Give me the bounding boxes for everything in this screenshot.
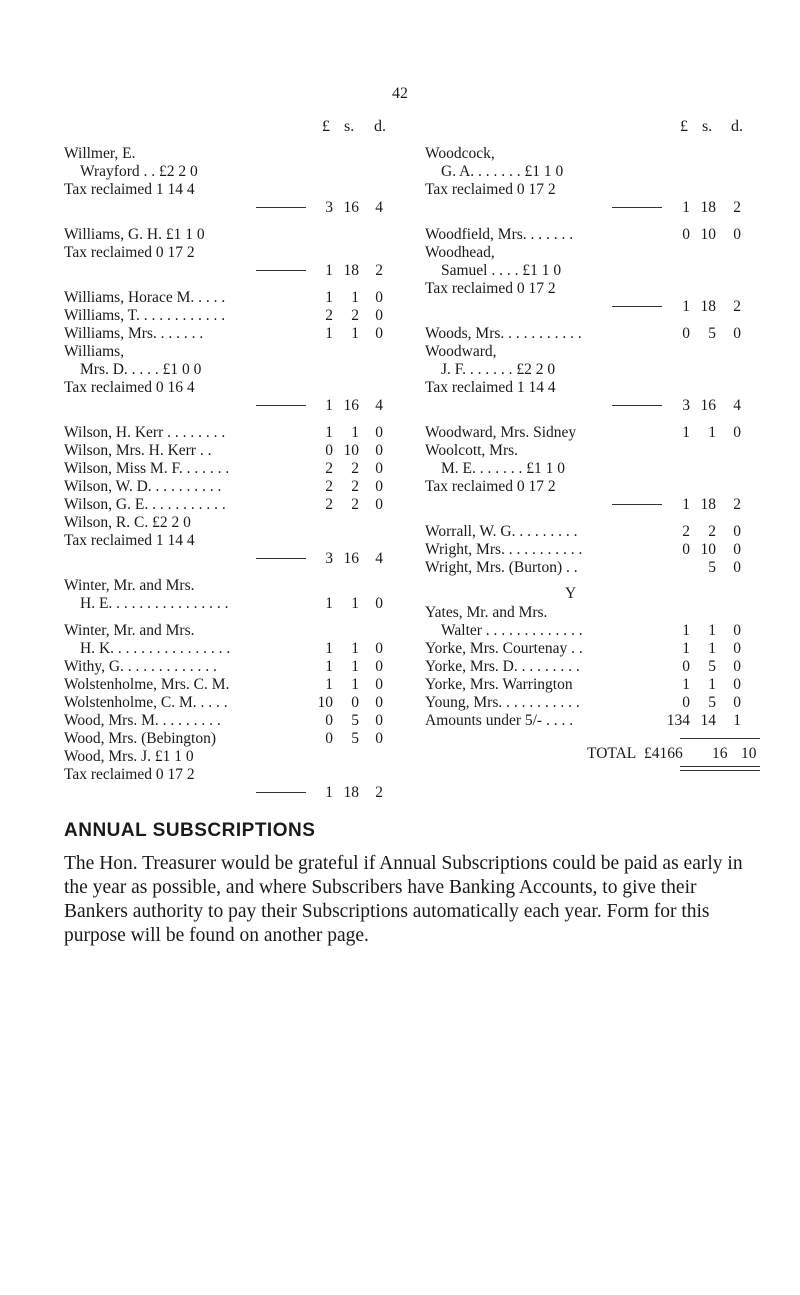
left_amounts-amount-pence: 0 — [375, 442, 383, 459]
right_amounts-amount-pounds: 1 — [682, 424, 690, 441]
left_amounts-amount-pounds: 1 — [325, 640, 333, 657]
right_amounts-amount-pounds: 0 — [682, 325, 690, 342]
left-entry: Williams, G. H. £1 1 0 — [64, 226, 205, 243]
right-entry: Tax reclaimed 0 17 2 — [425, 478, 556, 495]
right_amounts-amount-pounds: 1 — [682, 676, 690, 693]
right_amounts-amount-pounds: 3 — [682, 397, 690, 414]
page-number: 42 — [392, 85, 408, 102]
total-pence: 10 — [741, 745, 757, 762]
left-entry: Wood, Mrs. (Bebington) — [64, 730, 217, 747]
left_amounts-amount-shillings: 2 — [351, 478, 359, 495]
section-letter-y: Y — [565, 585, 577, 602]
right_amounts-amount-pence: 0 — [733, 640, 741, 657]
right-entry: Amounts under 5/- . . . . — [425, 712, 574, 729]
right_amounts-amount-pounds: 0 — [682, 658, 690, 675]
total-double-rule — [680, 766, 760, 771]
subtotal-rule — [612, 306, 662, 307]
right_amounts-amount-shillings: 18 — [700, 496, 716, 513]
right_amounts-amount-pence: 0 — [733, 226, 741, 243]
right_amounts-amount-shillings: 5 — [708, 325, 716, 342]
left_amounts-amount-shillings: 16 — [343, 199, 359, 216]
right_amounts-amount-pounds: 1 — [682, 496, 690, 513]
left-entry: Wilson, Miss M. F. . . . . . . — [64, 460, 230, 477]
right_amounts-amount-shillings: 1 — [708, 424, 716, 441]
right-entry: Woods, Mrs. . . . . . . . . . . — [425, 325, 582, 342]
left_amounts-amount-pounds: 1 — [325, 325, 333, 342]
left_amounts-amount-shillings: 18 — [343, 784, 359, 801]
right_amounts-amount-pounds: 1 — [682, 199, 690, 216]
left-shilling-header: s. — [344, 118, 355, 135]
right_amounts-amount-shillings: 1 — [708, 622, 716, 639]
left-entry: Wolstenholme, Mrs. C. M. — [64, 676, 230, 693]
annual-subscriptions-heading: ANNUAL SUBSCRIPTIONS — [64, 820, 316, 841]
left_amounts-amount-pounds: 1 — [325, 424, 333, 441]
right_amounts-amount-shillings: 1 — [708, 640, 716, 657]
left_amounts-amount-pence: 2 — [375, 784, 383, 801]
left_amounts-amount-pence: 0 — [375, 694, 383, 711]
right_amounts-amount-pence: 2 — [733, 298, 741, 315]
left_amounts-amount-pounds: 2 — [325, 307, 333, 324]
left_amounts-amount-shillings: 1 — [351, 595, 359, 612]
right-entry: Walter . . . . . . . . . . . . . — [441, 622, 583, 639]
left_amounts-amount-pence: 4 — [375, 397, 383, 414]
left-entry: Wood, Mrs. J. £1 1 0 — [64, 748, 194, 765]
right_amounts-amount-pence: 0 — [733, 424, 741, 441]
right-entry: Yorke, Mrs. Warrington — [425, 676, 573, 693]
right_amounts-amount-pounds: 0 — [682, 541, 690, 558]
right_amounts-amount-pounds: 1 — [682, 298, 690, 315]
left-entry: Wilson, Mrs. H. Kerr . . — [64, 442, 212, 459]
right_amounts-amount-shillings: 18 — [700, 298, 716, 315]
left_amounts-amount-pence: 0 — [375, 460, 383, 477]
total-pounds: £4166 — [644, 745, 683, 762]
left-entry: Wrayford . . £2 2 0 — [80, 163, 198, 180]
left_amounts-amount-pounds: 0 — [325, 730, 333, 747]
left_amounts-amount-shillings: 2 — [351, 496, 359, 513]
left_amounts-amount-pounds: 1 — [325, 676, 333, 693]
subtotal-rule — [612, 504, 662, 505]
left_amounts-amount-pounds: 0 — [325, 442, 333, 459]
left_amounts-amount-shillings: 1 — [351, 676, 359, 693]
right-entry: Wright, Mrs. . . . . . . . . . . — [425, 541, 583, 558]
right-entry: Woolcott, Mrs. — [425, 442, 519, 459]
left_amounts-amount-pounds: 1 — [325, 262, 333, 279]
left_amounts-amount-pence: 0 — [375, 424, 383, 441]
left-entry: H. E. . . . . . . . . . . . . . . . — [80, 595, 229, 612]
right_amounts-amount-shillings: 18 — [700, 199, 716, 216]
right-entry: Woodward, Mrs. Sidney — [425, 424, 577, 441]
right-entry: Yorke, Mrs. Courtenay . . — [425, 640, 583, 657]
right-entry: Yates, Mr. and Mrs. — [425, 604, 548, 621]
right-shilling-header: s. — [702, 118, 713, 135]
right_amounts-amount-pounds: 134 — [666, 712, 690, 729]
right-pence-header: d. — [731, 118, 743, 135]
left_amounts-amount-shillings: 10 — [343, 442, 359, 459]
left-entry: Williams, T. . . . . . . . . . . . — [64, 307, 226, 324]
right-entry: Tax reclaimed 1 14 4 — [425, 379, 556, 396]
left_amounts-amount-pounds: 1 — [325, 289, 333, 306]
left_amounts-amount-pence: 4 — [375, 550, 383, 567]
right_amounts-amount-pence: 2 — [733, 496, 741, 513]
left-entry: Willmer, E. — [64, 145, 136, 162]
right-entry: Tax reclaimed 0 17 2 — [425, 181, 556, 198]
left_amounts-amount-pounds: 2 — [325, 478, 333, 495]
left_amounts-amount-shillings: 1 — [351, 325, 359, 342]
right_amounts-amount-shillings: 16 — [700, 397, 716, 414]
left_amounts-amount-pence: 2 — [375, 262, 383, 279]
right_amounts-amount-pence: 0 — [733, 676, 741, 693]
left-entry: Tax reclaimed 0 16 4 — [64, 379, 195, 396]
left-pence-header: d. — [374, 118, 386, 135]
left_amounts-amount-pence: 0 — [375, 307, 383, 324]
right-pound-header: £ — [680, 118, 688, 135]
right-entry: Woodfield, Mrs. . . . . . . — [425, 226, 574, 243]
right-entry: Yorke, Mrs. D. . . . . . . . . — [425, 658, 580, 675]
right_amounts-amount-pence: 0 — [733, 694, 741, 711]
subscriptions-paragraph: The Hon. Treasurer would be grateful if Annual Subscriptions could be paid as early in the year as possible, and where Subscribers have Banking Accounts, to give their Bankers authority to pay their Subscriptions automatically each year. Form for this purpose will be found on another page. — [64, 853, 743, 946]
right_amounts-amount-pence: 0 — [733, 658, 741, 675]
left_amounts-amount-pounds: 3 — [325, 199, 333, 216]
left-entry: Williams, Mrs. . . . . . . — [64, 325, 204, 342]
subtotal-rule — [612, 405, 662, 406]
right_amounts-amount-shillings: 10 — [700, 226, 716, 243]
left_amounts-amount-shillings: 16 — [343, 550, 359, 567]
total-shillings: 16 — [712, 745, 728, 762]
right_amounts-amount-pounds: 0 — [682, 694, 690, 711]
left-pound-header: £ — [322, 118, 330, 135]
right-entry: G. A. . . . . . . £1 1 0 — [441, 163, 564, 180]
right_amounts-amount-shillings: 5 — [708, 559, 716, 576]
right_amounts-amount-pounds: 0 — [682, 226, 690, 243]
left_amounts-amount-shillings: 1 — [351, 640, 359, 657]
left_amounts-amount-shillings: 0 — [351, 694, 359, 711]
right_amounts-amount-pence: 2 — [733, 199, 741, 216]
left-entry: Tax reclaimed 0 17 2 — [64, 244, 195, 261]
right_amounts-amount-pence: 1 — [733, 712, 741, 729]
left-entry: Mrs. D. . . . . £1 0 0 — [80, 361, 202, 378]
right-entry: Tax reclaimed 0 17 2 — [425, 280, 556, 297]
right_amounts-amount-pence: 0 — [733, 622, 741, 639]
right_amounts-amount-pounds: 2 — [682, 523, 690, 540]
left_amounts-amount-pence: 0 — [375, 730, 383, 747]
left_amounts-amount-pounds: 1 — [325, 397, 333, 414]
left_amounts-amount-shillings: 16 — [343, 397, 359, 414]
left-entry: Williams, Horace M. . . . . — [64, 289, 226, 306]
right_amounts-amount-shillings: 14 — [700, 712, 716, 729]
right-entry: Samuel . . . . £1 1 0 — [441, 262, 562, 279]
left-entry: Wilson, G. E. . . . . . . . . . . — [64, 496, 226, 513]
right_amounts-amount-pence: 0 — [733, 325, 741, 342]
left_amounts-amount-pence: 0 — [375, 676, 383, 693]
right-entry: Wright, Mrs. (Burton) . . — [425, 559, 578, 576]
left_amounts-amount-shillings: 5 — [351, 730, 359, 747]
subtotal-rule — [256, 405, 306, 406]
right_amounts-amount-pounds: 1 — [682, 622, 690, 639]
left_amounts-amount-pence: 0 — [375, 595, 383, 612]
left-entry: H. K. . . . . . . . . . . . . . . . — [80, 640, 231, 657]
subtotal-rule — [256, 558, 306, 559]
left-entry: Withy, G. . . . . . . . . . . . . — [64, 658, 217, 675]
right-entry: Woodward, — [425, 343, 497, 360]
right-entry: Woodhead, — [425, 244, 495, 261]
left_amounts-amount-shillings: 5 — [351, 712, 359, 729]
right_amounts-amount-shillings: 10 — [700, 541, 716, 558]
left_amounts-amount-pence: 0 — [375, 289, 383, 306]
total-rule — [680, 738, 760, 739]
left_amounts-amount-pounds: 2 — [325, 496, 333, 513]
right_amounts-amount-shillings: 5 — [708, 694, 716, 711]
right-entry: M. E. . . . . . . £1 1 0 — [441, 460, 565, 477]
right_amounts-amount-shillings: 2 — [708, 523, 716, 540]
left_amounts-amount-pounds: 1 — [325, 595, 333, 612]
left-entry: Tax reclaimed 1 14 4 — [64, 181, 195, 198]
left-entry: Wood, Mrs. M. . . . . . . . . — [64, 712, 221, 729]
left_amounts-amount-pence: 0 — [375, 640, 383, 657]
left-entry: Winter, Mr. and Mrs. — [64, 577, 195, 594]
left_amounts-amount-shillings: 2 — [351, 460, 359, 477]
right_amounts-amount-pence: 4 — [733, 397, 741, 414]
left_amounts-amount-pence: 0 — [375, 496, 383, 513]
left-entry: Tax reclaimed 0 17 2 — [64, 766, 195, 783]
total-label: TOTAL — [587, 745, 637, 762]
subtotal-rule — [256, 270, 306, 271]
left_amounts-amount-pounds: 0 — [325, 712, 333, 729]
left_amounts-amount-shillings: 1 — [351, 289, 359, 306]
right-entry: J. F. . . . . . . £2 2 0 — [441, 361, 556, 378]
left_amounts-amount-pence: 0 — [375, 658, 383, 675]
left-entry: Wilson, R. C. £2 2 0 — [64, 514, 191, 531]
right_amounts-amount-pence: 0 — [733, 541, 741, 558]
left_amounts-amount-pence: 0 — [375, 325, 383, 342]
left_amounts-amount-pounds: 2 — [325, 460, 333, 477]
left_amounts-amount-shillings: 1 — [351, 424, 359, 441]
right_amounts-amount-shillings: 5 — [708, 658, 716, 675]
left-entry: Wilson, W. D. . . . . . . . . . — [64, 478, 222, 495]
subtotal-rule — [256, 792, 306, 793]
right_amounts-amount-shillings: 1 — [708, 676, 716, 693]
subtotal-rule — [256, 207, 306, 208]
subtotal-rule — [612, 207, 662, 208]
left_amounts-amount-pence: 0 — [375, 478, 383, 495]
right_amounts-amount-pence: 0 — [733, 523, 741, 540]
left-entry: Tax reclaimed 1 14 4 — [64, 532, 195, 549]
right_amounts-amount-pence: 0 — [733, 559, 741, 576]
left-entry: Wolstenholme, C. M. . . . . — [64, 694, 228, 711]
right_amounts-amount-pounds: 1 — [682, 640, 690, 657]
left_amounts-amount-shillings: 18 — [343, 262, 359, 279]
left-entry: Williams, — [64, 343, 125, 360]
right-entry: Young, Mrs. . . . . . . . . . . — [425, 694, 580, 711]
left_amounts-amount-pounds: 10 — [317, 694, 333, 711]
left_amounts-amount-pence: 0 — [375, 712, 383, 729]
left-entry: Winter, Mr. and Mrs. — [64, 622, 195, 639]
left_amounts-amount-pounds: 1 — [325, 658, 333, 675]
left_amounts-amount-pence: 4 — [375, 199, 383, 216]
right-entry: Woodcock, — [425, 145, 495, 162]
left_amounts-amount-pounds: 1 — [325, 784, 333, 801]
left_amounts-amount-pounds: 3 — [325, 550, 333, 567]
left_amounts-amount-shillings: 1 — [351, 658, 359, 675]
left_amounts-amount-shillings: 2 — [351, 307, 359, 324]
left-entry: Wilson, H. Kerr . . . . . . . . — [64, 424, 226, 441]
right-entry: Worrall, W. G. . . . . . . . . — [425, 523, 578, 540]
